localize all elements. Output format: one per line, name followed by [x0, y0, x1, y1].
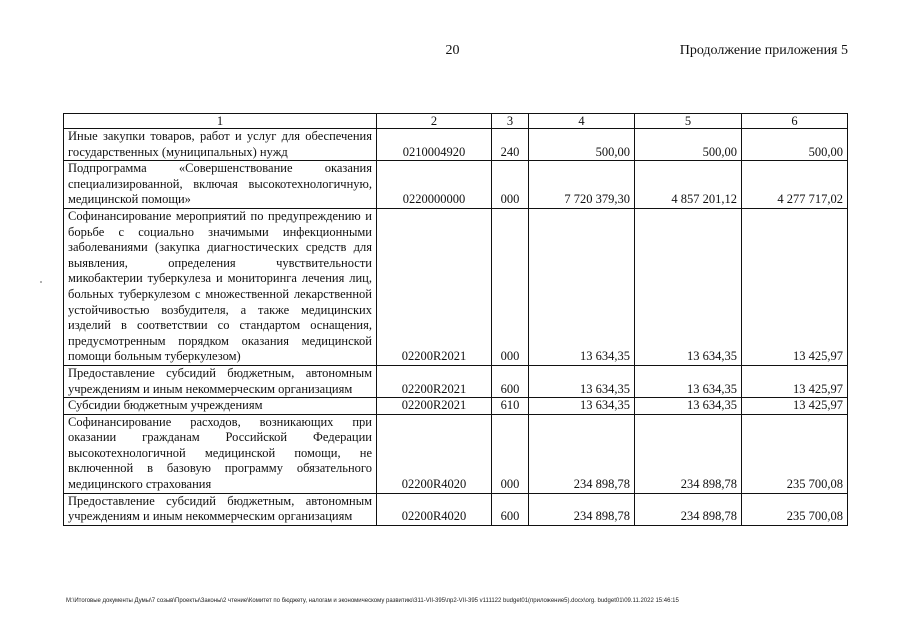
page-number: 20 [445, 43, 460, 58]
amount-col6: 500,00 [742, 129, 848, 161]
amount-col6: 13 425,97 [742, 208, 848, 365]
expense-name: Софинансирование мероприятий по предупреждению и борьбе с социально значимыми инфекционными заболеваниями (закупка диагностических средств для выявления, определения чувствительности микобактерии туберкулеза и мониторинга лечения лиц, больных туберкулезом с множественной лекарственной устойчивостью возбудителя, а также медицинских изделий в соответствии со стандартом оснащения, предусмотренным порядком оказания медицинской помощи больным туберкулезом) [64, 208, 377, 365]
column-number: 3 [492, 114, 529, 129]
amount-col5: 13 634,35 [635, 208, 742, 365]
document-path-footer: M:\Итоговые документы Думы\7 созыв\Проекты\Законы\2 чтение\Комитет по бюджету, налогам и экономическому развитию\311-VII-395\пр2-VII-395 v111122 budget01(приложение5).docx\org. budget01\09.11.2022 15:46:15 [66, 598, 679, 604]
amount-col5: 13 634,35 [635, 365, 742, 397]
expense-type-code: 610 [492, 398, 529, 415]
amount-col6: 235 700,08 [742, 414, 848, 493]
amount-col5: 13 634,35 [635, 398, 742, 415]
amount-col4: 7 720 379,30 [529, 161, 635, 209]
amount-col5: 234 898,78 [635, 493, 742, 525]
expense-name: Предоставление субсидий бюджетным, автономным учреждениям и иным некоммерческим организациям [64, 365, 377, 397]
expense-type-code: 000 [492, 208, 529, 365]
amount-col4: 234 898,78 [529, 414, 635, 493]
expense-name: Предоставление субсидий бюджетным, автономным учреждениям и иным некоммерческим организациям [64, 493, 377, 525]
target-article-code: 0220000000 [377, 161, 492, 209]
expense-type-code: 240 [492, 129, 529, 161]
amount-col4: 500,00 [529, 129, 635, 161]
amount-col6: 4 277 717,02 [742, 161, 848, 209]
expense-name: Субсидии бюджетным учреждениям [64, 398, 377, 415]
target-article-code: 02200R4020 [377, 414, 492, 493]
column-number: 1 [64, 114, 377, 129]
table-row [64, 208, 848, 365]
expense-type-code: 600 [492, 493, 529, 525]
scan-speck [40, 281, 42, 283]
target-article-code: 0210004920 [377, 129, 492, 161]
amount-col5: 4 857 201,12 [635, 161, 742, 209]
table-row [64, 365, 848, 397]
amount-col6: 235 700,08 [742, 493, 848, 525]
column-number: 2 [377, 114, 492, 129]
target-article-code: 02200R2021 [377, 398, 492, 415]
target-article-code: 02200R4020 [377, 493, 492, 525]
expense-type-code: 600 [492, 365, 529, 397]
table-row [64, 161, 848, 209]
amount-col5: 500,00 [635, 129, 742, 161]
target-article-code: 02200R2021 [377, 365, 492, 397]
budget-table [63, 113, 848, 526]
appendix-continuation-note: Продолжение приложения 5 [679, 43, 848, 58]
expense-name: Софинансирование расходов, возникающих при оказании гражданам Российской Федерации высокотехнологичной медицинской помощи, не включенной в базовую программу обязательного медицинского страхования [64, 414, 377, 493]
table-row [64, 493, 848, 525]
amount-col5: 234 898,78 [635, 414, 742, 493]
amount-col6: 13 425,97 [742, 398, 848, 415]
column-number: 5 [635, 114, 742, 129]
column-number-row [64, 114, 848, 129]
expense-type-code: 000 [492, 414, 529, 493]
table-row [64, 129, 848, 161]
target-article-code: 02200R2021 [377, 208, 492, 365]
amount-col4: 13 634,35 [529, 208, 635, 365]
expense-name: Подпрограмма «Совершенствование оказания специализированной, включая высокотехнологичную, медицинской помощи» [64, 161, 377, 209]
amount-col6: 13 425,97 [742, 365, 848, 397]
expense-name: Иные закупки товаров, работ и услуг для обеспечения государственных (муниципальных) нужд [64, 129, 377, 161]
table-row [64, 414, 848, 493]
expense-type-code: 000 [492, 161, 529, 209]
amount-col4: 13 634,35 [529, 365, 635, 397]
column-number: 6 [742, 114, 848, 129]
amount-col4: 13 634,35 [529, 398, 635, 415]
table-row [64, 398, 848, 415]
amount-col4: 234 898,78 [529, 493, 635, 525]
column-number: 4 [529, 114, 635, 129]
